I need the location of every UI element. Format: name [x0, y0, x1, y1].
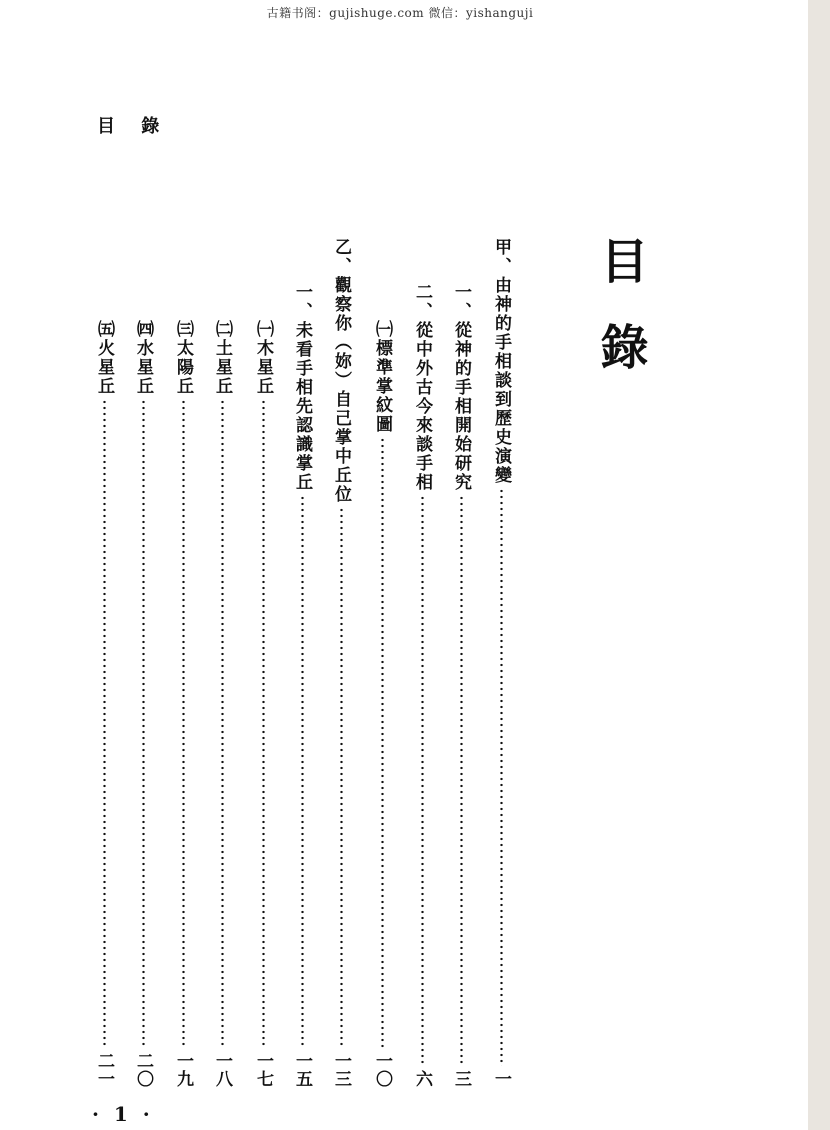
page-edge	[808, 0, 830, 1130]
dot-leader	[103, 399, 106, 1048]
toc-entry-text: 乙、觀察你（妳）自己掌中丘位	[331, 238, 351, 504]
toc-entry-page: 三	[451, 1070, 471, 1088]
toc-entry-text: ㈡土星丘	[212, 320, 232, 396]
toc-entry[interactable]	[89, 320, 119, 1088]
toc-entry-text: 二、從中外古今來談手相	[412, 283, 432, 492]
dot-leader	[221, 399, 224, 1048]
dot-leader	[421, 495, 424, 1066]
toc-entry-page: 二〇	[133, 1052, 153, 1088]
toc-entry[interactable]	[207, 320, 237, 1088]
toc-entry[interactable]	[287, 283, 317, 1088]
toc-entry-page: 二一	[94, 1052, 114, 1088]
toc-entry-text: 甲、由神的手相談到歷史演變	[491, 238, 511, 485]
page-number: · 1 ·	[92, 1102, 154, 1126]
toc-entry[interactable]	[326, 238, 356, 1088]
watermark: 古籍书阁：gujishuge.com 微信：yishanguji	[266, 6, 534, 20]
toc-entry-page: 一三	[331, 1052, 351, 1088]
toc-entry-text: ㈢太陽丘	[173, 320, 193, 396]
toc-entry-page: 一七	[253, 1052, 273, 1088]
toc-entry[interactable]	[248, 320, 278, 1088]
toc-entry-page: 六	[412, 1070, 432, 1088]
toc-entry-page: 一八	[212, 1052, 232, 1088]
toc-entry-page: 一〇	[372, 1052, 392, 1088]
toc-entry-page: 一五	[292, 1052, 312, 1088]
toc-entry[interactable]	[486, 238, 516, 1088]
dot-leader	[142, 399, 145, 1048]
toc-entry-text: ㈤火星丘	[94, 320, 114, 396]
toc-entry-text: ㈠木星丘	[253, 320, 273, 396]
toc-entry-text: 一、從神的手相開始研究	[451, 283, 471, 492]
dot-leader	[340, 507, 343, 1048]
dot-leader	[500, 488, 503, 1066]
toc-entry-page: 一九	[173, 1052, 193, 1088]
dot-leader	[301, 495, 304, 1048]
dot-leader	[460, 495, 463, 1066]
dot-leader	[262, 399, 265, 1048]
toc-entry-text: 一、未看手相先認識掌丘	[292, 283, 312, 492]
toc-entry[interactable]	[407, 283, 437, 1088]
toc-entry[interactable]	[168, 320, 198, 1088]
toc-entry[interactable]	[367, 320, 397, 1088]
dot-leader	[182, 399, 185, 1048]
page-title: 目錄	[592, 236, 648, 408]
toc-entry[interactable]	[446, 283, 476, 1088]
toc-entry-text: ㈣水星丘	[133, 320, 153, 396]
dot-leader	[381, 437, 384, 1048]
toc-entry-text: ㈠標準掌紋圖	[372, 320, 392, 434]
toc-entry-page: 一	[491, 1070, 511, 1088]
running-head: 目 錄	[97, 116, 170, 137]
toc-entry[interactable]	[128, 320, 158, 1088]
